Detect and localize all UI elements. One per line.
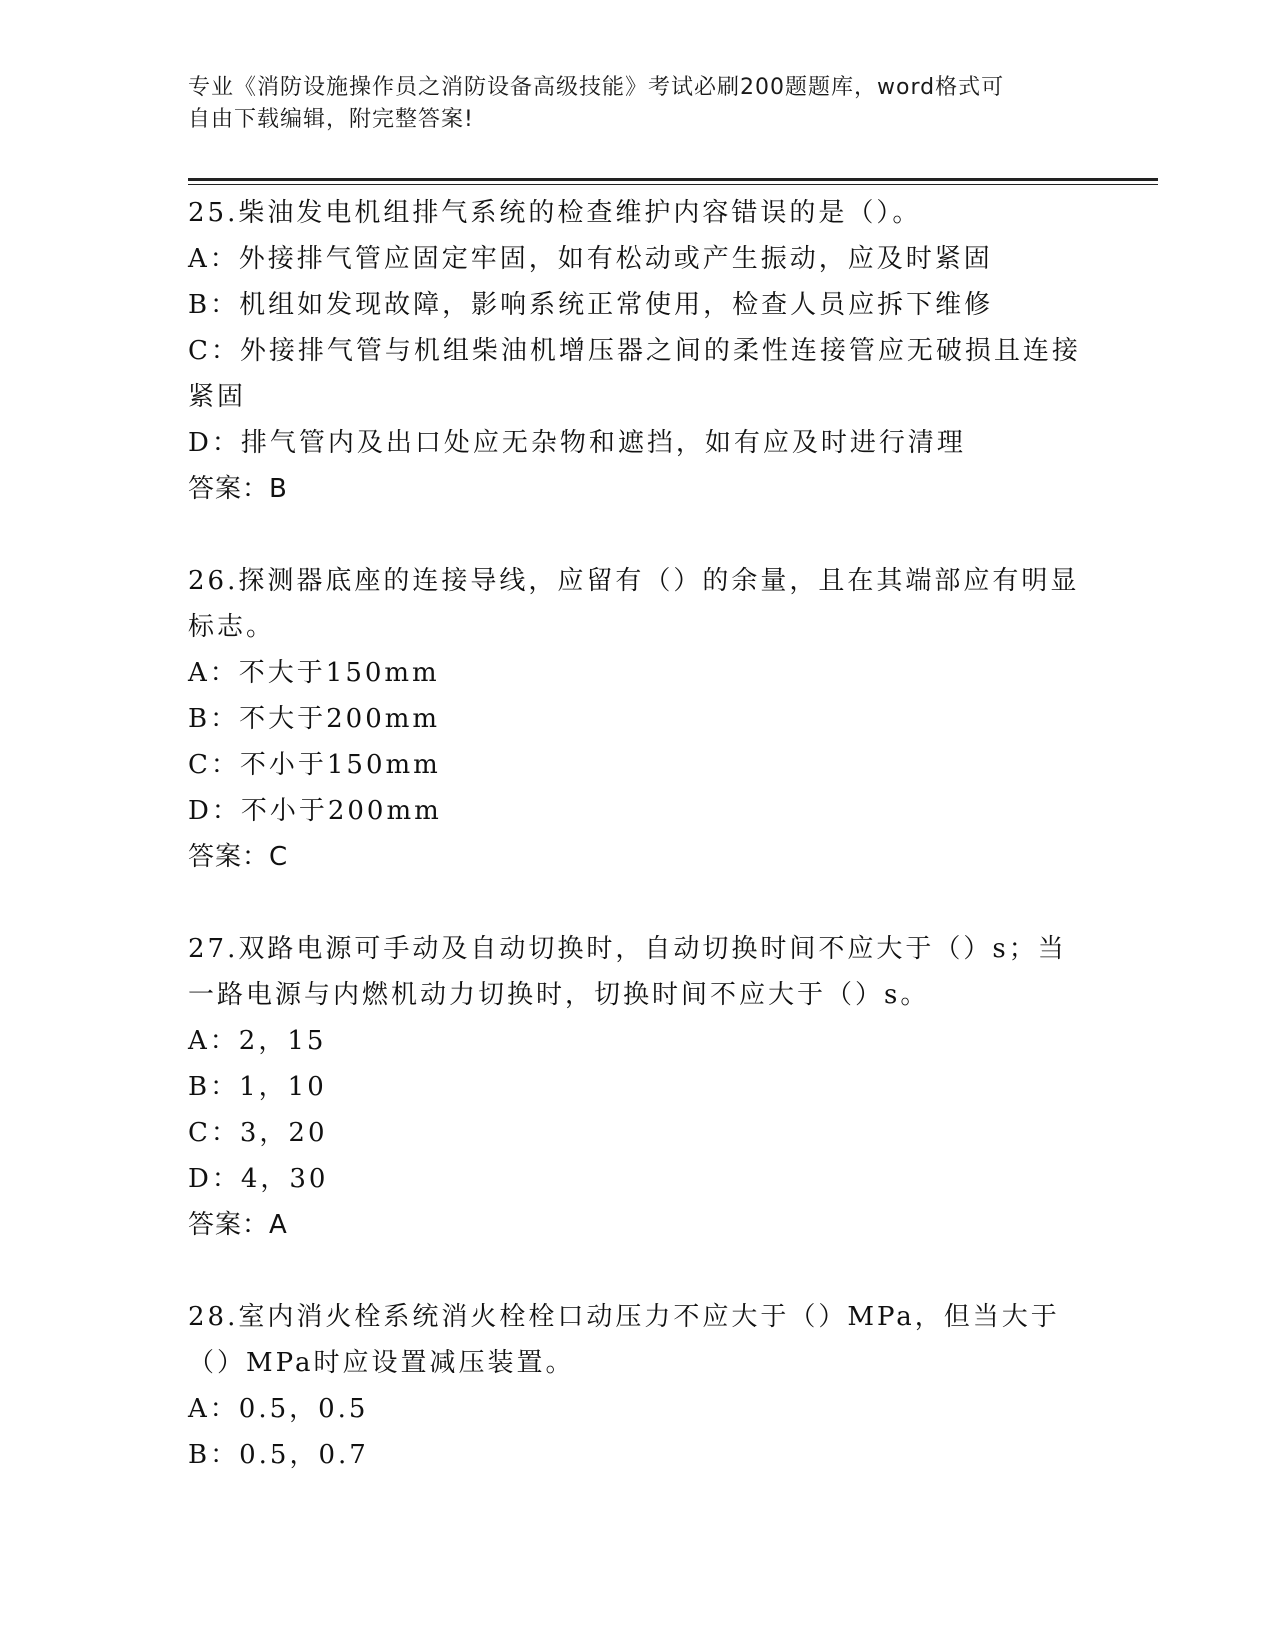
option-a: A：不大于150mm — [188, 658, 440, 688]
option-a: A：2，15 — [188, 1026, 327, 1056]
option-d: D：排气管内及出口处应无杂物和遮挡，如有应及时进行清理 — [188, 428, 966, 458]
option-d: D：4，30 — [188, 1164, 329, 1194]
option-c: C：3，20 — [188, 1118, 328, 1148]
question-list — [188, 190, 1088, 1524]
question-stem: 28.室内消火栓系统消火栓栓口动压力不应大于（）MPa，但当大于（）MPa时应设置减压装置。 — [188, 1302, 1060, 1378]
question-stem: 26.探测器底座的连接导线，应留有（）的余量，且在其端部应有明显标志。 — [188, 566, 1080, 642]
document-header — [188, 72, 1088, 136]
answer: 答案：A — [188, 1210, 288, 1240]
question-28 — [188, 1294, 1088, 1478]
option-a: A：外接排气管应固定牢固，如有松动或产生振动，应及时紧固 — [188, 244, 993, 274]
question-27 — [188, 926, 1088, 1248]
option-c: C：不小于150mm — [188, 750, 441, 780]
question-25 — [188, 190, 1088, 512]
header-divider-thick — [188, 178, 1158, 181]
header-divider-thin — [188, 184, 1158, 185]
option-b: B：机组如发现故障，影响系统正常使用，检查人员应拆下维修 — [188, 290, 994, 320]
option-b: B：0.5，0.7 — [188, 1440, 369, 1470]
option-d: D：不小于200mm — [188, 796, 442, 826]
header-line-2: 自由下载编辑，附完整答案! — [188, 107, 474, 132]
question-26 — [188, 558, 1088, 880]
question-stem: 25.柴油发电机组排气系统的检查维护内容错误的是（）。 — [188, 198, 922, 228]
answer: 答案：C — [188, 842, 289, 872]
answer: 答案：B — [188, 474, 288, 504]
option-c: C：外接排气管与机组柴油机增压器之间的柔性连接管应无破损且连接紧固 — [188, 336, 1081, 412]
option-b: B：不大于200mm — [188, 704, 441, 734]
question-stem: 27.双路电源可手动及自动切换时，自动切换时间不应大于（）s；当一路电源与内燃机动力切换时，切换时间不应大于（）s。 — [188, 934, 1067, 1010]
option-b: B：1，10 — [188, 1072, 327, 1102]
option-a: A：0.5，0.5 — [188, 1394, 369, 1424]
header-line-1: 专业《消防设施操作员之消防设备高级技能》考试必刷200题题库，word格式可 — [188, 75, 1005, 100]
